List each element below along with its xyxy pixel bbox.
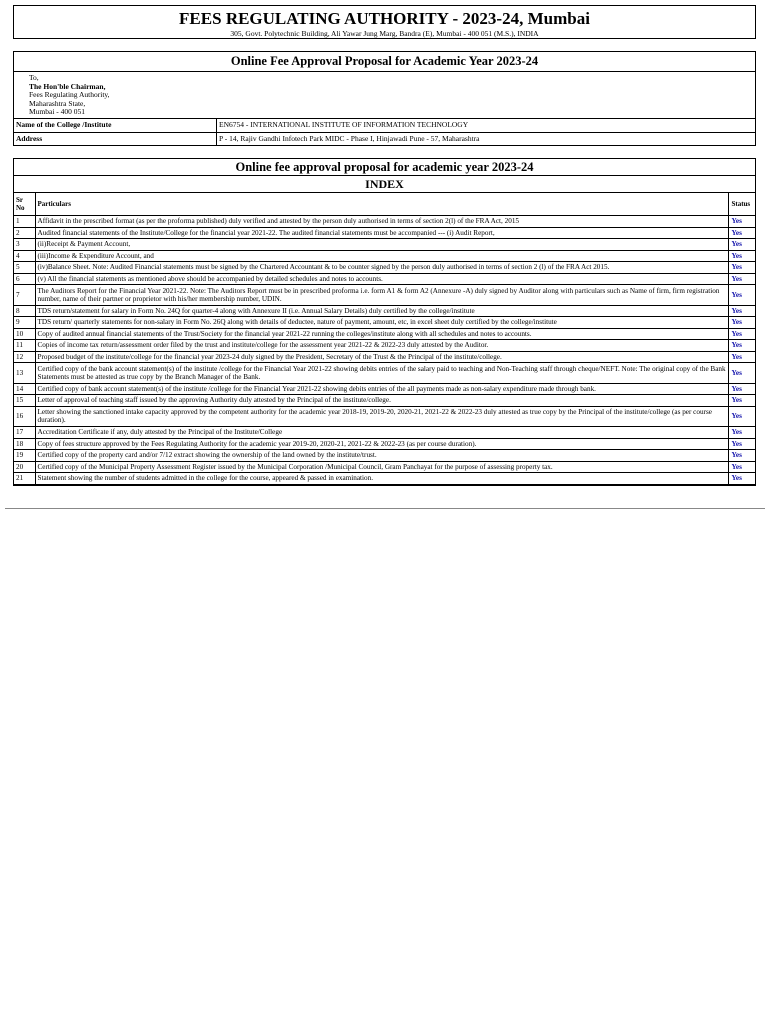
- index-table: [14, 159, 755, 485]
- table-row: [14, 438, 755, 450]
- row-status: Yes: [729, 351, 755, 363]
- table-row: [14, 262, 755, 274]
- row-status: Yes: [729, 273, 755, 285]
- table-row: [14, 227, 755, 239]
- index-section: [13, 158, 756, 486]
- table-row: [14, 273, 755, 285]
- row-sr-number: 18: [14, 438, 35, 450]
- row-sr-number: 7: [14, 285, 35, 306]
- column-header-sr: Sr No: [14, 193, 35, 216]
- row-sr-number: 13: [14, 363, 35, 384]
- row-sr-number: 19: [14, 450, 35, 462]
- college-address-label: Address: [14, 133, 217, 146]
- row-status: Yes: [729, 305, 755, 317]
- addressee-line: Maharashtra State,: [29, 98, 86, 108]
- row-particulars: Statement showing the number of students admitted in the college for the course, appeared & passed in examination.: [35, 473, 729, 485]
- table-row: [14, 216, 755, 228]
- table-row: [14, 340, 755, 352]
- row-status: Yes: [729, 473, 755, 485]
- addressee-line: Mumbai - 400 051: [29, 107, 86, 117]
- row-status: Yes: [729, 239, 755, 251]
- row-status: Yes: [729, 250, 755, 262]
- row-status: Yes: [729, 450, 755, 462]
- row-particulars: Copies of income tax return/assessment order filed by the trust and institute/college for the assessment year 2021-22 & 2022-23 duly attested by the Auditor.: [35, 340, 729, 352]
- row-particulars: Certified copy of bank account statement(s) of the institute /college for the Financial Year 2021-22 showing debits entries of the all payments made as non-salary expenditure made through bank.: [35, 383, 729, 395]
- row-sr-number: 5: [14, 262, 35, 274]
- college-name-row: [14, 119, 755, 132]
- row-status: Yes: [729, 461, 755, 473]
- table-row: [14, 250, 755, 262]
- row-particulars: The Auditors Report for the Financial Year 2021-22. Note: The Auditors Report must be in prescribed proforma i.e. form A1 & form A2 (Annexure -A) duly signed by Auditor along with particulars such as Name of firm, firm registration number, name of their partner or proprietor with his/her membership number, UDIN.: [35, 285, 729, 306]
- addressee-line: To,: [29, 73, 39, 82]
- row-status: Yes: [729, 227, 755, 239]
- college-name-label: Name of the College /Institute: [14, 119, 217, 132]
- row-sr-number: 11: [14, 340, 35, 352]
- row-particulars: TDS return/ quarterly statements for non-salary in Form No. 26Q along with details of deductee, nature of payment, amount, etc, in excel sheet duly certified by the college/institute: [35, 317, 729, 329]
- table-row: [14, 427, 755, 439]
- index-table-title: Online fee approval proposal for academic year 2023-24: [14, 159, 755, 176]
- row-sr-number: 9: [14, 317, 35, 329]
- table-row: [14, 461, 755, 473]
- row-status: Yes: [729, 216, 755, 228]
- row-status: Yes: [729, 438, 755, 450]
- row-status: Yes: [729, 427, 755, 439]
- row-status: Yes: [729, 328, 755, 340]
- college-name-value: EN6754 - INTERNATIONAL INSTITUTE OF INFORMATION TECHNOLOGY: [219, 120, 469, 129]
- row-sr-number: 16: [14, 406, 35, 427]
- row-particulars: Audited financial statements of the Institute/College for the financial year 2021-22. The audited financial statements must be accompanied --- (i) Audit Report,: [35, 227, 729, 239]
- row-particulars: (ii)Receipt & Payment Account,: [35, 239, 729, 251]
- index-heading: INDEX: [14, 176, 755, 193]
- authority-address: 305, Govt. Polytechnic Building, Ali Yawar Jung Marg, Bandra (E), Mumbai - 400 051 (M.S.), INDIA: [230, 29, 539, 38]
- row-sr-number: 6: [14, 273, 35, 285]
- row-status: Yes: [729, 340, 755, 352]
- addressee-line: Fees Regulating Authority,: [29, 90, 110, 100]
- row-sr-number: 14: [14, 383, 35, 395]
- row-particulars: (iii)Income & Expenditure Account, and: [35, 250, 729, 262]
- row-sr-number: 3: [14, 239, 35, 251]
- row-particulars: (v) All the financial statements as mentioned above should be accompanied by detailed schedules and notes to accounts.: [35, 273, 729, 285]
- row-particulars: Copy of audited annual financial statements of the Trust/Society for the financial year 2021-22 running the colleges/institute along with all schedules and notes to accounts.: [35, 328, 729, 340]
- table-row: [14, 450, 755, 462]
- table-row: [14, 317, 755, 329]
- row-sr-number: 12: [14, 351, 35, 363]
- row-status: Yes: [729, 317, 755, 329]
- row-particulars: Copy of fees structure approved by the Fees Regulating Authority for the academic year 2019-20, 2020-21, 2021-22 & 2022-23 (as per course duration).: [35, 438, 729, 450]
- table-row: [14, 328, 755, 340]
- row-sr-number: 10: [14, 328, 35, 340]
- row-particulars: (iv)Balance Sheet. Note: Audited Financial statements must be signed by the Chartered Accountant & to be counter signed by the person duly authorised in terms of section 2 (l) of the FRA Act 2015.: [35, 262, 729, 274]
- addressee-line: The Hon'ble Chairman,: [29, 81, 106, 91]
- college-address-row: [14, 132, 755, 146]
- row-particulars: TDS return/statement for salary in Form No. 24Q for quarter-4 along with Annexure II (i.e. Annual Salary Details) duly certified by the college/institute: [35, 305, 729, 317]
- row-status: Yes: [729, 363, 755, 384]
- proposal-title: Online Fee Approval Proposal for Academic Year 2023-24: [14, 52, 755, 72]
- row-particulars: Affidavit in the prescribed format (as per the proforma published) duly verified and attested by the person duly authorised in terms of section 2(l) of the FRA Act, 2015: [35, 216, 729, 228]
- row-particulars: Proposed budget of the institute/college for the financial year 2023-24 duly signed by the President, Secretary of the Trust & the Principal of the institute/college.: [35, 351, 729, 363]
- table-row: [14, 363, 755, 384]
- row-sr-number: 8: [14, 305, 35, 317]
- row-sr-number: 4: [14, 250, 35, 262]
- authority-header: [13, 5, 756, 39]
- proposal-section: [13, 51, 756, 146]
- row-particulars: Letter showing the sanctioned intake capacity approved by the competent authority for the academic year 2018-19, 2019-20, 2020-21, 2021-22 & 2022-23 duly attested as true copy by the Principal of the institute/college (as per course duration).: [35, 406, 729, 427]
- addressee-block: [14, 72, 755, 119]
- row-particulars: Certified copy of the property card and/or 7/12 extract showing the ownership of the land owned by the institute/trust.: [35, 450, 729, 462]
- authority-title: FEES REGULATING AUTHORITY - 2023-24, Mumbai: [179, 9, 590, 28]
- row-status: Yes: [729, 395, 755, 407]
- row-particulars: Letter of approval of teaching staff issued by the approving Authority duly attested by the Principal of the institute/college.: [35, 395, 729, 407]
- row-sr-number: 2: [14, 227, 35, 239]
- column-header-status: Status: [729, 193, 755, 216]
- row-status: Yes: [729, 406, 755, 427]
- row-sr-number: 1: [14, 216, 35, 228]
- row-particulars: Certified copy of the Municipal Property Assessment Register issued by the Municipal Corporation /Municipal Council, Gram Panchayat for the purpose of assessing property tax.: [35, 461, 729, 473]
- table-row: [14, 473, 755, 485]
- row-status: Yes: [729, 262, 755, 274]
- table-row: [14, 239, 755, 251]
- row-sr-number: 17: [14, 427, 35, 439]
- row-status: Yes: [729, 383, 755, 395]
- table-row: [14, 351, 755, 363]
- college-address-value: P - 14, Rajiv Gandhi Infotech Park MIDC - Phase I, Hinjawadi Pune - 57, Maharashtra: [219, 134, 480, 143]
- table-row: [14, 383, 755, 395]
- row-particulars: Certified copy of the bank account statement(s) of the institute /college for the Financial Year 2021-22 showing debits entries of the salary paid to teaching and Non-Teaching staff through cheque/NEFT. Note: The original copy of the Bank Statements must be attested as true copy by the Branch Manager of the Bank.: [35, 363, 729, 384]
- row-sr-number: 20: [14, 461, 35, 473]
- table-row: [14, 285, 755, 306]
- table-row: [14, 305, 755, 317]
- row-sr-number: 15: [14, 395, 35, 407]
- row-status: Yes: [729, 285, 755, 306]
- column-header-particulars: Particulars: [35, 193, 729, 216]
- table-row: [14, 406, 755, 427]
- row-particulars: Accreditation Certificate if any, duly attested by the Principal of the Institute/College: [35, 427, 729, 439]
- table-row: [14, 395, 755, 407]
- page-divider: [5, 508, 765, 509]
- row-sr-number: 21: [14, 473, 35, 485]
